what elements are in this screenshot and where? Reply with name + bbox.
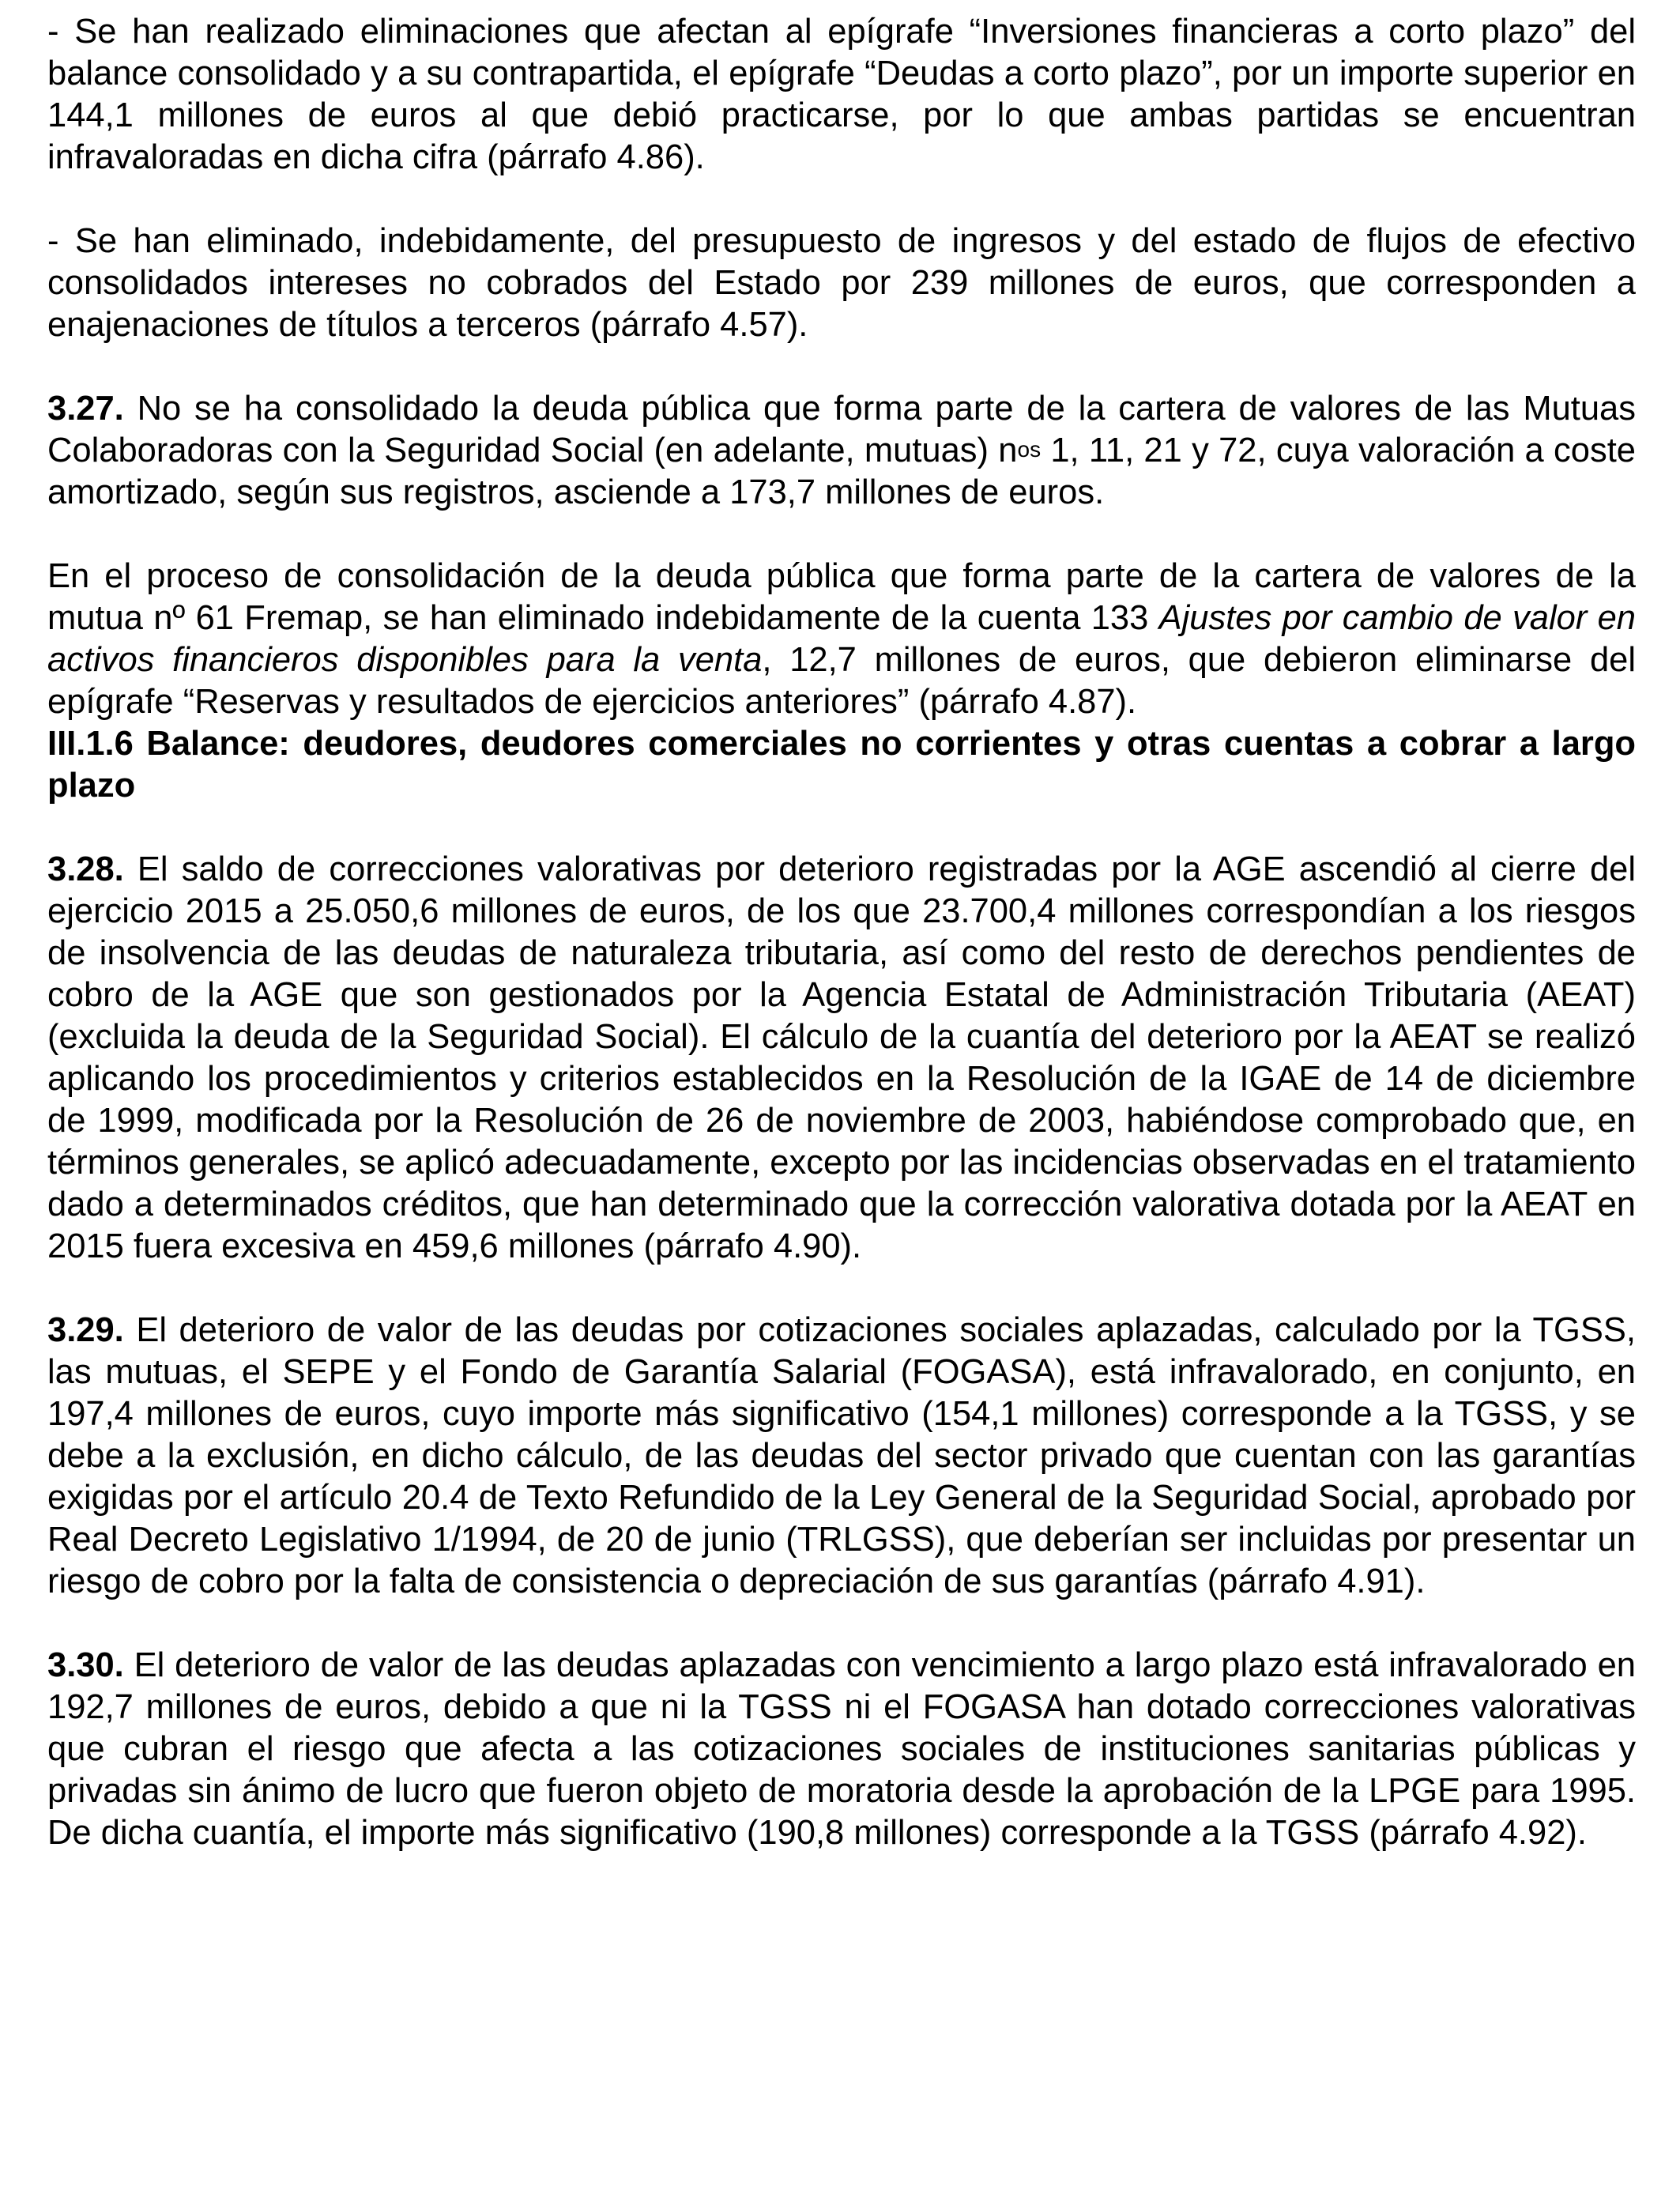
superscript: os (1017, 437, 1042, 462)
paragraph-3-30 (47, 1645, 1636, 1854)
paragraph-number: 3.30. (47, 1646, 124, 1684)
paragraph-text: El saldo de correcciones valorativas por deterioro registradas por la AGE ascendió al cierre del ejercicio 2015 a 25.050,6 millones de euros, de los que 23.700,4 millones correspondían a los riesgos de insolvencia de las deudas de naturaleza tributaria, así como del resto de derechos pendientes de cobro de la AGE que son gestionados por la Agencia Estatal de Administración Tributaria (AEAT) (excluida la deuda de la Seguridad Social). El cálculo de la cuantía del deterioro por la AEAT se realizó aplicando los procedimientos y criterios establecidos en la Resolución de la IGAE de 14 de diciembre de 1999, modificada por la Resolución de 26 de noviembre de 2003, habiéndose comprobado que, en términos generales, se aplicó adecuadamente, excepto por las incidencias observadas en el tratamiento dado a determinados créditos, que han determinado que la corrección valorativa dotada por la AEAT en 2015 fuera excesiva en 459,6 millones (párrafo 4.90). (47, 850, 1636, 1265)
paragraph-3-29 (47, 1310, 1636, 1603)
paragraph-text: El deterioro de valor de las deudas por cotizaciones sociales aplazadas, calculado por la TGSS, las mutuas, el SEPE y el Fondo de Garantía Salarial (FOGASA), está infravalorado, en conjunto, en 197,4 millones de euros, cuyo importe más significativo (154,1 millones) corresponde a la TGSS, y se debe a la exclusión, en dicho cálculo, de las deudas del sector privado que cuentan con las garantías exigidas por el artículo 20.4 de Texto Refundido de la Ley General de la Seguridad Social, aprobado por Real Decreto Legislativo 1/1994, de 20 de junio (TRLGSS), que deberían ser incluidas por presentar un riesgo de cobro por la falta de consistencia o depreciación de sus garantías (párrafo 4.91). (47, 1311, 1636, 1600)
paragraph-3-28 (47, 849, 1636, 1268)
paragraph-eliminated-interest: - Se han eliminado, indebidamente, del presupuesto de ingresos y del estado de flujos de efectivo consolidados intereses no cobrados del Estado por 239 millones de euros, que corresponden a enajenaciones de títulos a terceros (párrafo 4.57). (47, 222, 1636, 344)
paragraph-fremap (47, 556, 1636, 723)
paragraph-eliminations-short-term: - Se han realizado eliminaciones que afectan al epígrafe “Inversiones financieras a corto plazo” del balance consolidado y a su contrapartida, el epígrafe “Deudas a corto plazo”, por un importe superior en 144,1 millones de euros al que debió practicarse, por lo que ambas partidas se encuentran infravaloradas en dicha cifra (párrafo 4.86). (47, 13, 1636, 176)
section-heading: III.1.6 Balance: deudores, deudores comerciales no corrientes y otras cuentas a cobrar a largo plazo (47, 725, 1636, 805)
paragraph-3-27 (47, 388, 1636, 514)
paragraph-text: 1, 11, 21 y 72, cuya valoración a coste amortizado, según sus registros, asciende a 173,7 millones de euros. (47, 432, 1636, 511)
document-page (47, 11, 1636, 1854)
paragraph-text: , 12,7 millones de euros, que debieron eliminarse del epígrafe “Reservas y resultados de ejercicios anteriores” (párrafo 4.87). (47, 641, 1636, 721)
paragraph-number: 3.29. (47, 1311, 124, 1349)
paragraph-number: 3.28. (47, 850, 124, 888)
paragraph-text: El deterioro de valor de las deudas aplazadas con vencimiento a largo plazo está infravalorado en 192,7 millones de euros, debido a que ni la TGSS ni el FOGASA han dotado correcciones valorativas que cubran el riesgo que afecta a las cotizaciones sociales de instituciones sanitarias públicas y privadas sin ánimo de lucro que fueron objeto de moratoria desde la aprobación de la LPGE para 1995. De dicha cuantía, el importe más significativo (190,8 millones) corresponde a la TGSS (párrafo 4.92). (47, 1646, 1636, 1852)
paragraph-text: En el proceso de consolidación de la deuda pública que forma parte de la cartera de valores de la mutua nº 61 Fremap, se han eliminado indebidamente de la cuenta 133 (47, 557, 1636, 637)
paragraph-text: No se ha consolidado la deuda pública que forma parte de la cartera de valores de las Mutuas Colaboradoras con la Seguridad Social (en adelante, mutuas) n (47, 390, 1636, 469)
account-name-italic: Ajustes por cambio de valor en activos financieros disponibles para la venta (47, 599, 1637, 679)
paragraph-number: 3.27. (47, 390, 124, 428)
